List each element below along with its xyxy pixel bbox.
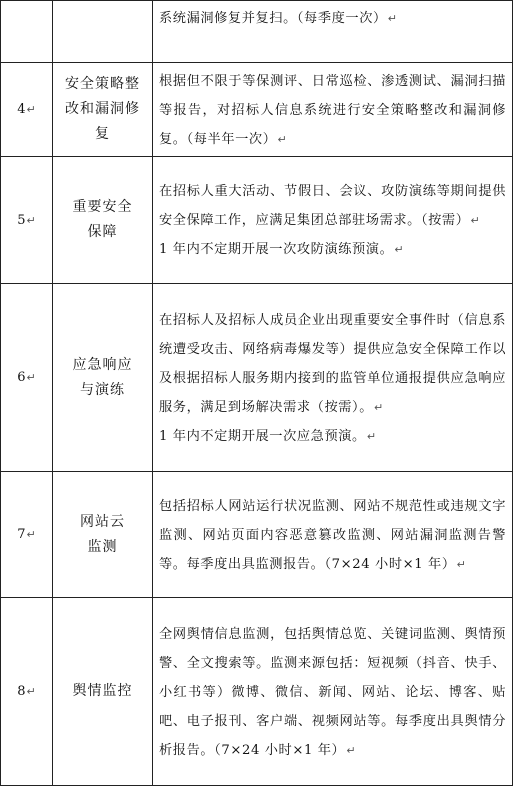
- paragraph-mark-icon: ↵: [26, 213, 36, 227]
- paragraph-mark-icon: ↵: [366, 429, 377, 443]
- row-number-cell: 4↵: [1, 63, 53, 157]
- description-paragraph: 在招标人及招标人成员企业出现重要安全事件时（信息系统遭受攻击、网络病毒爆发等）提供应急安全保障工作以及根据招标人服务期内接到的监管单位通报提供应急响应服务，满足到场解决需求（按需）。↵: [159, 312, 506, 415]
- description-paragraph: 包括招标人网站运行状况监测、网站不规范性或违规文字监测、网站页面内容恶意篡改监测、网站漏洞监测告警等。每季度出具监测报告。（7×24 小时×1 年）↵: [159, 498, 506, 572]
- description-paragraph: 全网舆情信息监测，包括舆情总览、关键词监测、舆情预警、全文搜索等。监测来源包括：短视频（抖音、快手、小红书等）微博、微信、新闻、网站、论坛、博客、贴吧、电子报刊、客户端、视频网站等。每季度出具舆情分析报告。（7×24 小时×1 年）↵: [159, 626, 506, 758]
- row-name-cell: 网站云监测: [53, 472, 153, 598]
- row-name-cell: 舆情监控: [53, 598, 153, 786]
- table-row: [1, 472, 513, 598]
- paragraph-mark-icon: ↵: [456, 557, 467, 571]
- paragraph-mark-icon: ↵: [387, 12, 398, 25]
- paragraph-mark-icon: ↵: [394, 243, 405, 256]
- paragraph-mark-icon: ↵: [26, 685, 36, 698]
- row-description-cell: [153, 284, 513, 472]
- table-row: [1, 157, 513, 284]
- row-description-cell: [153, 598, 513, 786]
- paragraph-mark-icon: ↵: [346, 743, 357, 757]
- table-row: [1, 1, 513, 63]
- paragraph-mark-icon: ↵: [26, 103, 36, 116]
- paragraph-mark-icon: ↵: [470, 214, 481, 227]
- row-name-cell: [53, 1, 153, 63]
- row-description-cell: [153, 472, 513, 598]
- description-paragraph: 根据但不限于等保测评、日常巡检、渗透测试、漏洞扫描等报告，对招标人信息系统进行安全策略整改和漏洞修复。（每半年一次）↵: [159, 73, 506, 147]
- row-number-cell: [1, 1, 53, 63]
- row-number-cell: 6↵: [1, 284, 53, 472]
- description-paragraph: 在招标人重大活动、节假日、会议、攻防演练等期间提供安全保障工作，应满足集团总部驻场需求。（按需）↵: [159, 184, 506, 228]
- row-description-cell: [153, 157, 513, 284]
- row-description-cell: [153, 63, 513, 157]
- table-row: [1, 598, 513, 786]
- table-row: [1, 63, 513, 157]
- row-name-cell: 安全策略整改和漏洞修复: [53, 63, 153, 157]
- paragraph-mark-icon: ↵: [277, 132, 288, 146]
- paragraph-mark-icon: ↵: [26, 528, 36, 541]
- description-paragraph: 1 年内不定期开展一次攻防演练预演。↵: [159, 242, 405, 257]
- row-name-cell: 重要安全保障: [53, 157, 153, 284]
- table-row: [1, 284, 513, 472]
- row-name-cell: 应急响应与演练: [53, 284, 153, 472]
- row-number-cell: 5↵: [1, 157, 53, 284]
- paragraph-mark-icon: ↵: [374, 400, 384, 414]
- row-description-cell: [153, 1, 513, 63]
- row-number-cell: 7↵: [1, 472, 53, 598]
- row-number-cell: 8↵: [1, 598, 53, 786]
- description-paragraph: 系统漏洞修复并复扫。（每季度一次）↵: [159, 11, 398, 26]
- description-paragraph: 1 年内不定期开展一次应急预演。↵: [159, 428, 377, 444]
- paragraph-mark-icon: ↵: [26, 371, 36, 384]
